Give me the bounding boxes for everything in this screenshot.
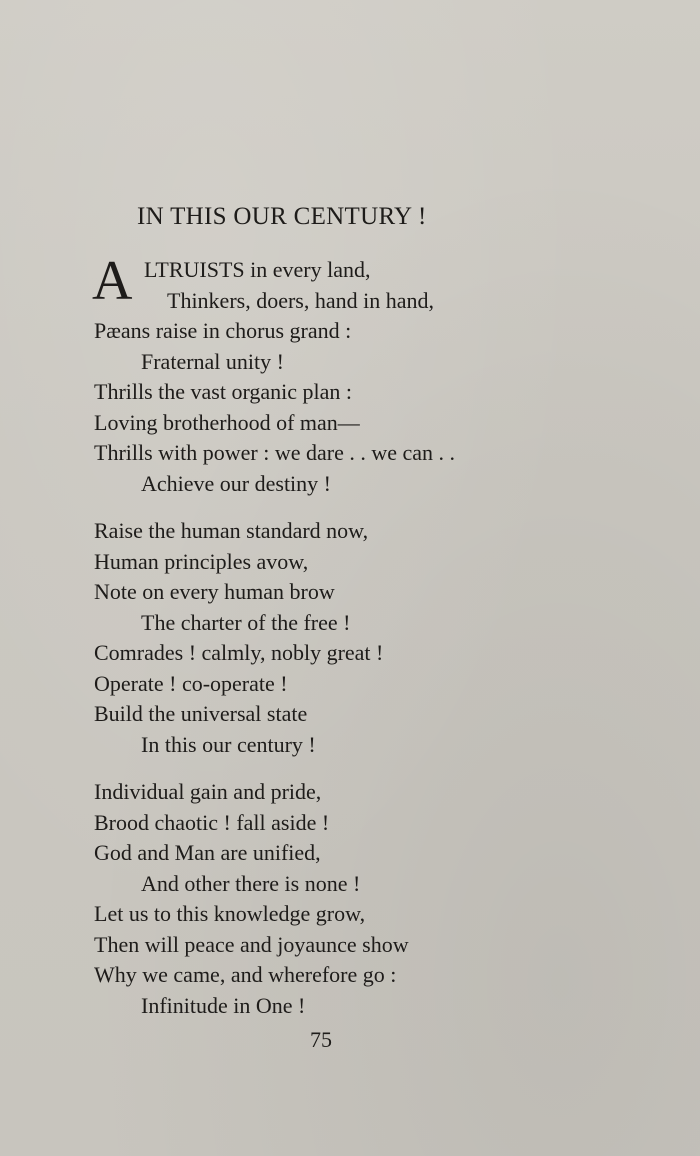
poem-line: Individual gain and pride, (94, 779, 322, 804)
stanza-gap (94, 760, 674, 777)
stanza-2 (94, 516, 674, 760)
poem-line: God and Man are unified, (94, 840, 321, 865)
poem-line: Why we came, and wherefore go : (94, 962, 397, 987)
poem-line: Pæans raise in chorus grand : (94, 318, 352, 343)
poem-line: Operate ! co-operate ! (94, 670, 288, 696)
poem-line: Thrills the vast organic plan : (94, 379, 353, 404)
poem-line: The charter of the free ! (141, 609, 351, 635)
poem-line: Thinkers, doers, hand in hand, (167, 287, 434, 313)
poem-line: Thrills with power : we dare . . we can . . (94, 440, 456, 465)
poem-line: Infinitude in One ! (141, 992, 306, 1018)
poem-body (92, 250, 674, 1021)
poem-line: In this our century ! (141, 731, 316, 757)
stanza-1 (92, 250, 674, 499)
drop-cap: A (92, 250, 133, 312)
poem-line: Fraternal unity ! (141, 348, 284, 374)
poem-line: Loving brotherhood of man— (94, 409, 360, 435)
poem-line: Raise the human standard now, (94, 518, 369, 543)
poem-line: Then will peace and joyaunce show (94, 931, 409, 957)
stanza-3 (94, 777, 674, 1021)
poem-line: Brood chaotic ! fall aside ! (94, 809, 330, 835)
stanza-gap (94, 499, 674, 516)
poem-line: Comrades ! calmly, nobly great ! (94, 640, 384, 665)
first-line-text: LTRUISTS in every land, (144, 257, 371, 282)
poem-line: Human principles avow, (94, 548, 309, 574)
poem-line: Note on every human brow (94, 579, 335, 604)
poem-line: And other there is none ! (141, 870, 361, 896)
poem-line: Build the universal state (94, 701, 308, 726)
poem-line: Achieve our destiny ! (141, 470, 331, 496)
page-number: 75 (310, 1027, 332, 1052)
poem-line: Let us to this knowledge grow, (94, 901, 366, 926)
poem-title: IN THIS OUR CENTURY ! (137, 203, 427, 230)
